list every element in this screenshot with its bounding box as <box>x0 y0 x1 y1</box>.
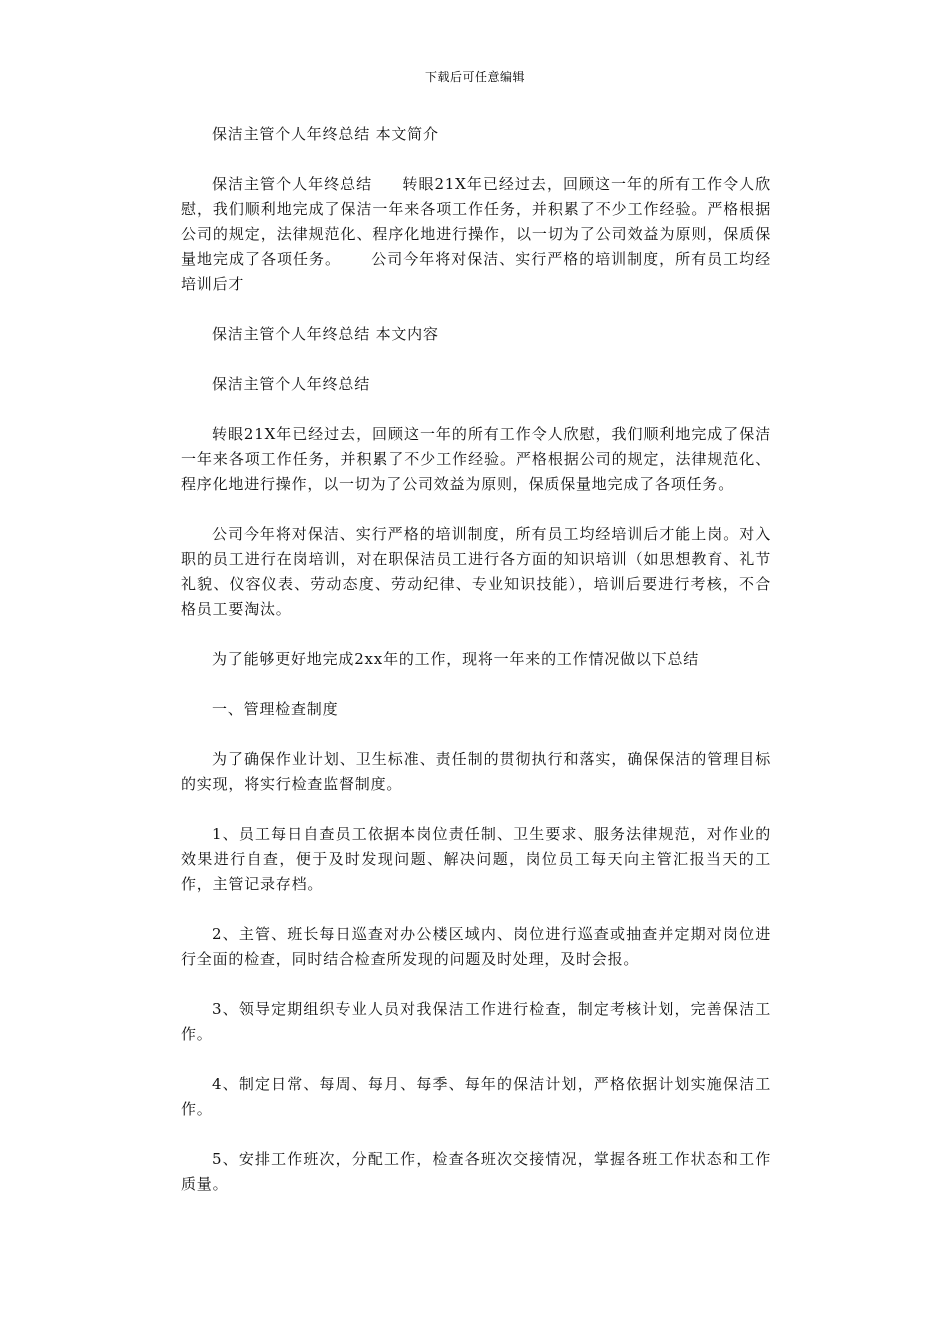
content-title: 保洁主管个人年终总结 <box>212 375 371 393</box>
list-item-1: 1、员工每日自查员工依据本岗位责任制、卫生要求、服务法律规范，对作业的效果进行自查，便于及时发现问题、解决问题，岗位员工每天向主管汇报当天的工作，主管记录存档。 <box>181 825 771 893</box>
paragraph-inspection-purpose: 为了确保作业计划、卫生标准、责任制的贯彻执行和落实，确保保洁的管理目标的实现，将实行检查监督制度。 <box>181 750 771 793</box>
list-item-4: 4、制定日常、每周、每月、每季、每年的保洁计划，严格依据计划实施保洁工作。 <box>181 1075 771 1118</box>
paragraph-summary-intro: 为了能够更好地完成2xx年的工作，现将一年来的工作情况做以下总结 <box>212 650 700 668</box>
intro-summary-title: 保洁主管个人年终总结 <box>212 175 373 193</box>
document-body <box>181 122 771 1222</box>
content-heading: 保洁主管个人年终总结 本文内容 <box>212 325 439 343</box>
paragraph-review: 转眼21X年已经过去，回顾这一年的所有工作令人欣慰，我们顺利地完成了保洁一年来各项工作任务，并积累了不少工作经验。严格根据公司的规定，法律规范化、程序化地进行操作，以一切为了公司效益为原则，保质保量地完成了各项任务。 <box>181 425 771 493</box>
list-item-3: 3、领导定期组织专业人员对我保洁工作进行检查，制定考核计划，完善保洁工作。 <box>181 1000 771 1043</box>
section-heading-inspection: 一、管理检查制度 <box>212 700 339 718</box>
intro-summary-part1: 转眼21X年已经过去，回顾这一年的所有工作令人欣慰，我们顺利地完成了保洁一年来各项工作任务，并积累了不少工作经验。严格根据公司的规定，法律规范化、程序化地进行操作，以一切为了公司效益为原则，保质保量地完成了各项任务。 <box>181 175 771 268</box>
intro-summary <box>181 172 771 297</box>
paragraph-training: 公司今年将对保洁、实行严格的培训制度，所有员工均经培训后才能上岗。对入职的员工进行在岗培训，对在职保洁员工进行各方面的知识培训（如思想教育、礼节礼貌、仪容仪表、劳动态度、劳动纪律、专业知识技能），培训后要进行考核，不合格员工要淘汰。 <box>181 525 771 618</box>
intro-heading: 保洁主管个人年终总结 本文简介 <box>212 125 439 143</box>
list-item-5: 5、安排工作班次，分配工作，检查各班次交接情况，掌握各班工作状态和工作质量。 <box>181 1150 771 1193</box>
list-item-2: 2、主管、班长每日巡查对办公楼区域内、岗位进行巡查或抽查并定期对岗位进行全面的检查，同时结合检查所发现的问题及时处理，及时会报。 <box>181 925 771 968</box>
header-note: 下载后可任意编辑 <box>424 70 525 84</box>
intro-summary-part2: 公司今年将对保洁、实行严格的培训制度，所有员工均经培训后才 <box>181 250 771 293</box>
